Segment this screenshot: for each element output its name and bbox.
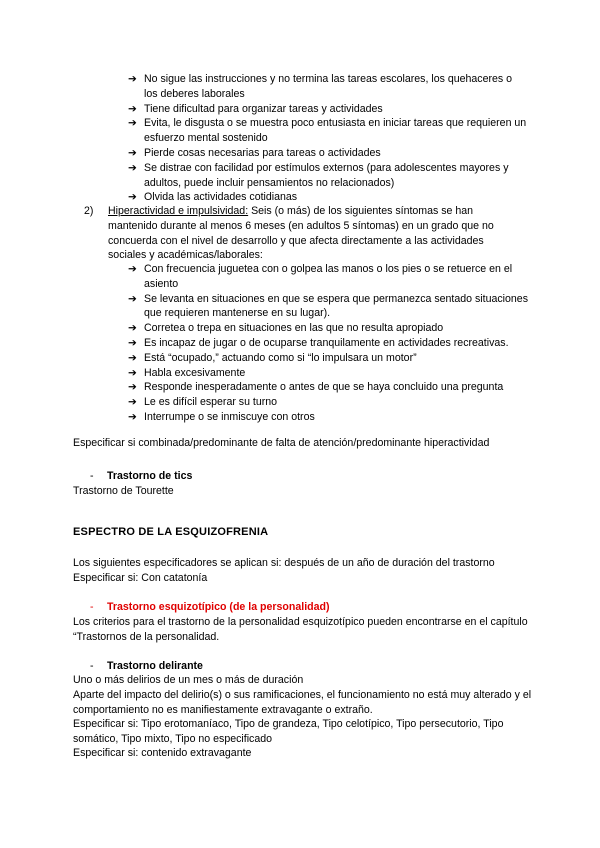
list-item xyxy=(128,116,528,146)
delusional-line-2: Aparte del impacto del delirio(s) o sus ramificaciones, el funcionamiento no está muy alterado y el comportamiento no es manifiestamente extravagante o extraño. xyxy=(73,689,532,716)
schizotypal-text: Los criterios para el trastorno de la personalidad esquizotípico pueden encontrarse en el capítulo “Trastornos de la personalidad. xyxy=(73,616,528,643)
schizotypal-title: Trastorno esquizotípico (de la personalidad) xyxy=(107,601,330,613)
list-item-text: Interrumpe o se inmiscuye con otros xyxy=(144,410,315,423)
list-item-text: Habla excesivamente xyxy=(144,366,246,379)
list-item xyxy=(128,262,528,292)
arrow-bullet-icon: ➔ xyxy=(128,396,137,409)
delusional-line-4: Especificar si: contenido extravagante xyxy=(73,747,252,759)
list-item xyxy=(128,410,528,425)
tics-text: Trastorno de Tourette xyxy=(73,485,174,497)
arrow-bullet-icon: ➔ xyxy=(128,161,137,174)
list-item xyxy=(128,161,528,191)
hyperactivity-list xyxy=(128,262,528,425)
arrow-bullet-icon: ➔ xyxy=(128,73,137,85)
delusional-line-1: Uno o más delirios de un mes o más de duración xyxy=(73,674,304,686)
list-item-text: Es incapaz de jugar o de ocuparse tranquilamente en actividades recreativas. xyxy=(144,336,509,349)
arrow-bullet-icon: ➔ xyxy=(128,410,137,423)
list-item-text: Corretea o trepa en situaciones en las que no resulta apropiado xyxy=(144,322,444,335)
arrow-bullet-icon: ➔ xyxy=(128,102,137,115)
arrow-bullet-icon: ➔ xyxy=(128,292,137,305)
schizotypal-heading xyxy=(90,600,330,615)
inattention-list xyxy=(128,72,528,205)
list-item xyxy=(128,321,528,336)
arrow-bullet-icon: ➔ xyxy=(128,366,137,379)
delusional-line-3: Especificar si: Tipo erotomaníaco, Tipo de grandeza, Tipo celotípico, Tipo persecutorio, Tipo somático, Tipo mixto, Tipo no especificado xyxy=(73,718,504,745)
arrow-bullet-icon: ➔ xyxy=(128,322,137,335)
bullet-dash: - xyxy=(90,470,94,482)
list-item xyxy=(128,366,528,381)
list-item xyxy=(128,102,528,117)
section-heading: ESPECTRO DE LA ESQUIZOFRENIA xyxy=(73,526,269,538)
list-item-text: Le es difícil esperar su turno xyxy=(144,396,278,409)
delusional-title: Trastorno delirante xyxy=(107,660,203,672)
specify-adhd: Especificar si combinada/predominante de falta de atención/predominante hiperactividad xyxy=(73,437,490,449)
list-item-text: Evita, le disgusta o se muestra poco entusiasta en iniciar tareas que requieren un esfuerzo mental sostenido xyxy=(144,117,527,145)
list-item xyxy=(128,395,528,410)
bullet-dash: - xyxy=(90,601,94,613)
arrow-bullet-icon: ➔ xyxy=(128,191,137,204)
criterion-text: Seis (o más) de los siguientes síntomas se han mantenido durante al menos 6 meses (en adultos 5 síntomas) en un grado que no concuerda con el nivel de desarrollo y que afecta directamente a las actividades sociales y académicas/laborales: xyxy=(108,205,494,262)
tics-heading xyxy=(90,469,192,484)
schizo-spec-1: Los siguientes especificadores se aplican si: después de un año de duración del trastorno xyxy=(73,557,495,569)
list-item-text: Responde inesperadamente o antes de que se haya concluido una pregunta xyxy=(144,381,504,394)
arrow-bullet-icon: ➔ xyxy=(128,263,137,275)
arrow-bullet-icon: ➔ xyxy=(128,146,137,159)
tics-title: Trastorno de tics xyxy=(107,470,193,482)
list-item-text: Olvida las actividades cotidianas xyxy=(144,191,298,204)
list-item xyxy=(128,351,528,366)
list-item xyxy=(128,190,528,205)
list-item xyxy=(128,72,528,102)
hyperactivity-criterion xyxy=(84,204,504,263)
schizo-spec-2: Especificar si: Con catatonía xyxy=(73,572,208,584)
bullet-dash: - xyxy=(90,660,94,672)
list-item-text: Pierde cosas necesarias para tareas o actividades xyxy=(144,146,381,159)
list-item xyxy=(128,146,528,161)
list-item xyxy=(128,380,528,395)
list-item xyxy=(128,336,528,351)
arrow-bullet-icon: ➔ xyxy=(128,351,137,364)
list-item-text: Está “ocupado,” actuando como si “lo impulsara un motor” xyxy=(144,351,417,364)
criterion-title: Hiperactividad e impulsividad: xyxy=(108,205,249,217)
arrow-bullet-icon: ➔ xyxy=(128,381,137,394)
list-item-text: No sigue las instrucciones y no termina las tareas escolares, los quehaceres o los deberes laborales xyxy=(144,73,513,100)
arrow-bullet-icon: ➔ xyxy=(128,117,137,130)
list-item-text: Con frecuencia juguetea con o golpea las manos o los pies o se retuerce en el asiento xyxy=(144,263,513,290)
criterion-body xyxy=(84,204,504,263)
delusional-heading xyxy=(90,659,203,674)
list-item-text: Tiene dificultad para organizar tareas y actividades xyxy=(144,102,383,115)
criterion-number: 2) xyxy=(84,205,94,217)
list-item-text: Se distrae con facilidad por estímulos externos (para adolescentes mayores y adultos, puede incluir pensamientos no relacionados) xyxy=(144,161,509,189)
arrow-bullet-icon: ➔ xyxy=(128,336,137,349)
list-item-text: Se levanta en situaciones en que se espera que permanezca sentado situaciones que requieren mantenerse en su lugar). xyxy=(144,292,528,320)
list-item xyxy=(128,292,528,322)
